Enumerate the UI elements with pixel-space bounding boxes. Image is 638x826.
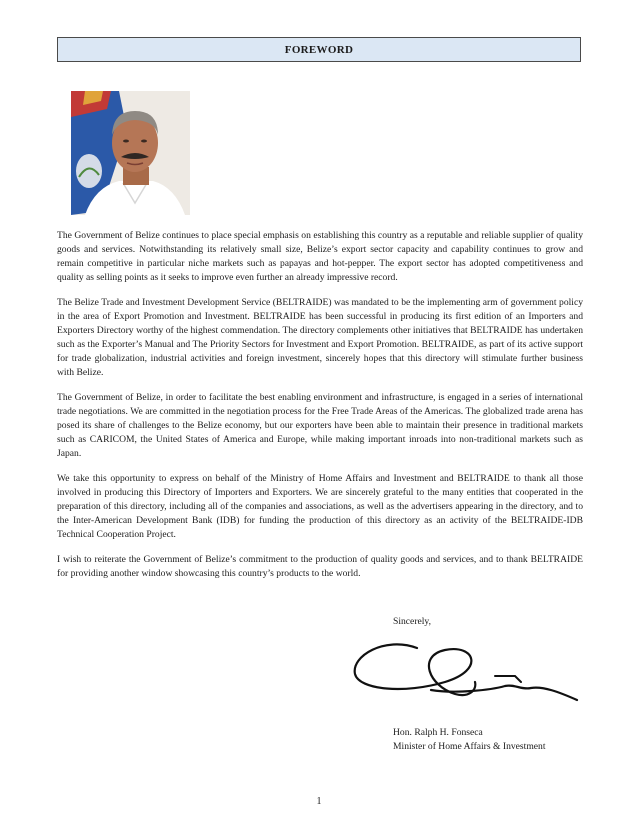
signatory-block xyxy=(393,726,546,754)
signature-icon xyxy=(345,634,585,706)
foreword-body xyxy=(57,229,583,592)
paragraph: The Government of Belize, in order to facilitate the best enabling environment and infrastructure, is engaged in a series of international trade negotiations. We are committed in the negotiation process for the Free Trade Areas of the Americas. The globalized trade arena has posed its share of challenges to the Belize economy, but our exporters have been able to maintain their presence in traditional markets such as CARICOM, the United States of America and Europe, while making important inroads into non-traditional markets such as Japan. xyxy=(57,392,583,459)
minister-portrait-photo xyxy=(71,91,190,215)
signatory-name: Hon. Ralph H. Fonseca xyxy=(393,727,483,738)
signatory-title: Minister of Home Affairs & Investment xyxy=(393,741,546,752)
paragraph: The Belize Trade and Investment Development Service (BELTRAIDE) was mandated to be the implementing arm of government policy in the area of Export Promotion and Investment. BELTRAIDE has been successful in producing its first edition of an Importers and Exporters Directory worthy of the highest commendation. The directory complements other initiatives that BELTRAIDE has undertaken such as the Exporter’s Manual and The Priority Sectors for Investment and Export Promotion. BELTRAIDE, as part of its active support for trade globalization, industrial activities and foreign investment, sincerely hopes that this directory will stimulate further business with Belize. xyxy=(57,297,583,378)
sign-off: Sincerely, xyxy=(393,616,432,627)
page-number: 1 xyxy=(316,796,322,807)
paragraph: I wish to reiterate the Government of Belize’s commitment to the production of quality goods and services, and to thank BELTRAIDE for providing another window showcasing this country’s products to the world. xyxy=(57,554,583,579)
foreword-header xyxy=(57,37,581,62)
portrait-photo-icon xyxy=(71,91,190,215)
page-title: FOREWORD xyxy=(284,43,354,56)
paragraph: The Government of Belize continues to place special emphasis on establishing this country as a reputable and reliable supplier of quality goods and services. Notwithstanding its relatively small size, Belize’s export sector capacity and capability continues to grow and remain competitive in particular niche markets such as papayas and hot-pepper. The export sector has adopted competitiveness and quality as selling points as it seeks to improve even further an already impressive record. xyxy=(57,230,583,283)
paragraph: We take this opportunity to express on behalf of the Ministry of Home Affairs and Investment and BELTRAIDE to thank all those involved in producing this Directory of Importers and Exporters. We are sincerely grateful to the many entities that cooperated in the preparation of this directory, including all of the companies and associations, as well as the advertisers appearing in the directory, and to the Inter-American Development Bank (IDB) for funding the production of this directory as an activity of the BELTRAIDE-IDB Technical Cooperation Project. xyxy=(57,473,583,540)
